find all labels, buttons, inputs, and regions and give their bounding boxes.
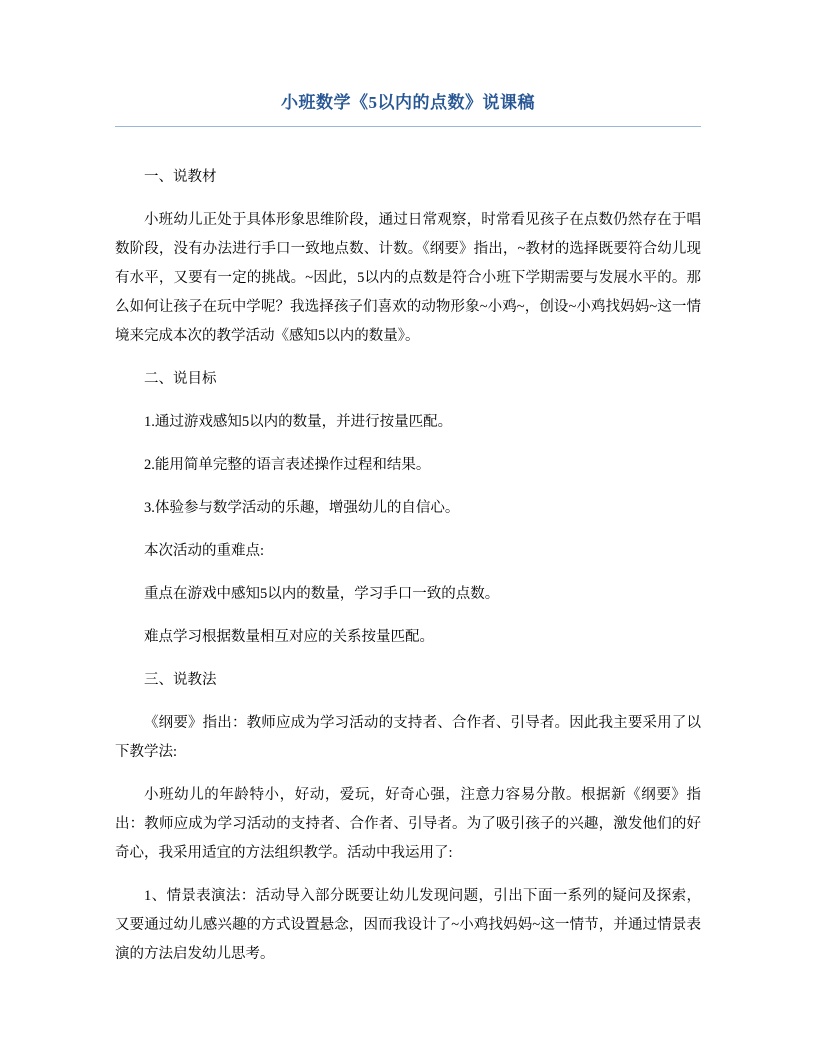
- paragraph: 三、说教法: [144, 672, 217, 688]
- document-title: 小班数学《5以内的点数》说课稿: [115, 88, 701, 127]
- document-body: [115, 163, 701, 969]
- paragraph: 《纲要》指出：教师应成为学习活动的支持者、合作者、引导者。因此我主要采用了以下教学法:: [115, 715, 701, 760]
- paragraph: 重点在游戏中感知5以内的数量，学习手口一致的点数。: [144, 586, 500, 602]
- paragraph: 1.通过游戏感知5以内的数量，并进行按量匹配。: [144, 414, 453, 430]
- paragraph: 二、说目标: [144, 371, 217, 387]
- paragraph: 3.体验参与数学活动的乐趣，增强幼儿的自信心。: [144, 500, 460, 516]
- paragraph: 难点学习根据数量相互对应的关系按量匹配。: [144, 629, 434, 645]
- paragraph: 本次活动的重难点:: [144, 543, 265, 559]
- paragraph: 一、说教材: [144, 169, 217, 185]
- paragraph: 小班幼儿正处于具体形象思维阶段，通过日常观察，时常看见孩子在点数仍然存在于唱数阶段，没有办法进行手口一致地点数、计数。《纲要》指出，~教材的选择既要符合幼儿现有水平，又要有一定的挑战。~因此，5以内的点数是符合小班下学期需要与发展水平的。那么如何让孩子在玩中学呢？我选择孩子们喜欢的动物形象~小鸡~，创设~小鸡找妈妈~这一情境来完成本次的教学活动《感知5以内的数量》。: [115, 212, 701, 344]
- paragraph: 小班幼儿的年龄特小，好动，爱玩，好奇心强，注意力容易分散。根据新《纲要》指出：教师应成为学习活动的支持者、合作者、引导者。为了吸引孩子的兴趣，激发他们的好奇心，我采用适宜的方法组织教学。活动中我运用了:: [115, 787, 701, 861]
- paragraph: 1、情景表演法：活动导入部分既要让幼儿发现问题，引出下面一系列的疑问及探索，又要通过幼儿感兴趣的方式设置悬念，因而我设计了~小鸡找妈妈~这一情节，并通过情景表演的方法启发幼儿思考。: [115, 888, 701, 962]
- paragraph: 2.能用简单完整的语言表述操作过程和结果。: [144, 457, 431, 473]
